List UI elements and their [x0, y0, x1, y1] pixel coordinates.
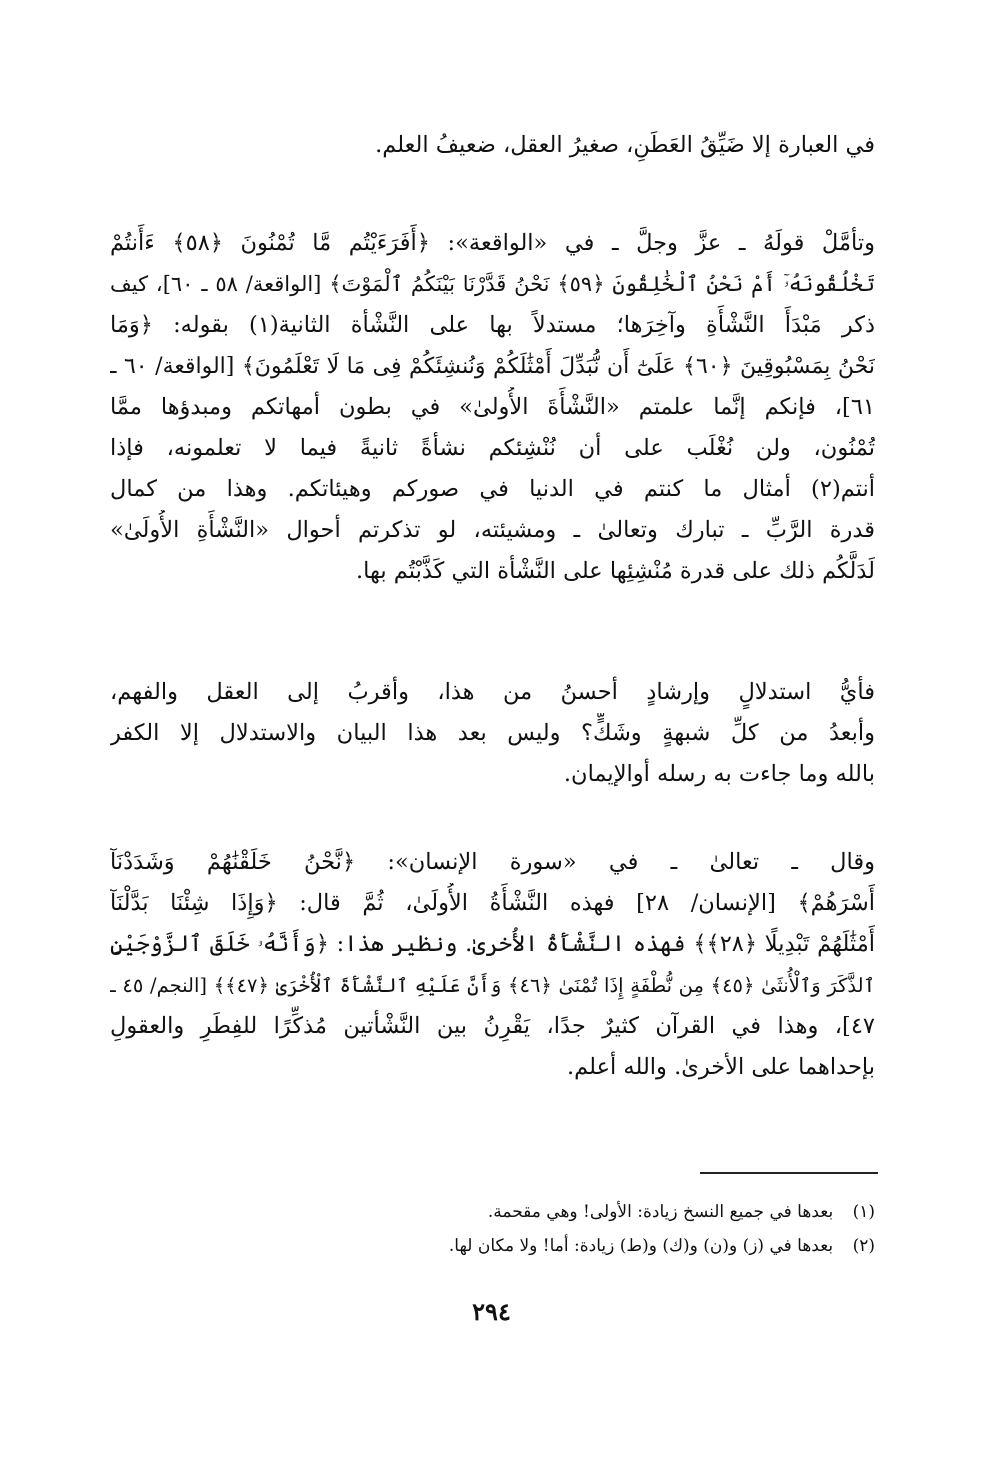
text-line: وأبعدُ من كلِّ شبهةٍ وشَكٍّ؟ وليس بعد هذا البيان والاستدلال إلا الكفر [110, 720, 875, 746]
text-line: ذكر مَبْدَأَ النَّشْأَةِ وآخِرَها؛ مستدلاً بها على النَّشْأة الثانية(١) بقوله: ﴿وَمَا [110, 312, 875, 338]
paragraph-1 [110, 125, 875, 166]
page-number: ٢٩٤ [472, 1297, 511, 1326]
footnote-2 [200, 1229, 875, 1263]
text-line: نَحْنُ بِمَسْبُوقِينَ ﴿٦٠﴾ عَلَىٰٓ أَن نُّبَدِّلَ أَمْثَٰلَكُمْ وَنُنشِئَكُمْ فِى مَا لَا تَعْلَمُونَ﴾ [الواقعة/ ٦٠ ـ [110, 354, 875, 379]
paragraph-3 [110, 672, 875, 795]
footnote-divider [700, 1172, 878, 1174]
footnote-1 [200, 1195, 875, 1229]
footnote-text: بعدها في (ز) و(ن) و(ك) و(ط) زيادة: أما! ولا مكان لها. [448, 1236, 834, 1256]
text-line: أَسْرَهُمْ﴾ [الإنسان/ ٢٨] فهذه النَّشْأَةُ الأُولَىٰ، ثُمَّ قال: ﴿وَإِذَا شِئْنَا بَدَّلْنَآ [110, 890, 875, 916]
text-line: بالله وما جاءت به رسله أوالإيمان. [563, 761, 875, 787]
text-line: تُمْنُون، ولن نُغْلَب على أن نُنْشِئكم نشأةً ثانيةً فيما لا تعلمونه، فإذا [110, 435, 875, 461]
text-line: فأيُّ استدلالٍ وإرشادٍ أحسنُ من هذا، وأقربُ إلى العقل والفهم، [110, 679, 875, 705]
footnote-number: (١) [852, 1202, 875, 1222]
text-line: ٤٧]، وهذا في القرآن كثيرٌ جدًا، يَقْرِنُ بين النَّشْأتين مُذكِّرًا للفِطَرِ والعقولِ [110, 1013, 875, 1039]
text-line: ٦١]، فإنكم إنَّما علمتم «النَّشْأَةَ الأُولىٰ» في بطون أمهاتكم ومبدؤها ممَّا [110, 394, 875, 420]
text-line: ٱلذَّكَرَ وَٱلْأُنثَىٰ ﴿٤٥﴾ مِن نُّطْفَةٍ إِذَا تُمْنَىٰ ﴿٤٦﴾ وَأَنَّ عَلَيْهِ ٱلنَّشْأَةَ ٱلْأُخْرَىٰ ﴿٤٧﴾﴾ [النجم/ ٤٥ ـ [110, 974, 875, 997]
footnotes [200, 1195, 875, 1263]
text-line: أنتم(٢) أمثال ما كنتم في الدنيا في صوركم وهيئاتكم. وهذا من كمال [110, 476, 875, 502]
text-line: وتأمَّلْ قولَهُ ـ عزَّ وجلَّ ـ في «الواقعة»: ﴿أَفَرَءَيْتُم مَّا تُمْنُونَ ﴿٥٨﴾ ءَأَنتُمْ [110, 230, 875, 256]
text-line: أَمْثَٰلَهُمْ تَبْدِيلًا ﴿٢٨﴾﴾ فهذه النَّشْأَةُ الأُخرىٰ. ونظير هذا: ﴿وَأَنَّهُۥ خَلَقَ ٱلزَّوْجَيْنِ [110, 931, 875, 957]
paragraph-4 [110, 842, 875, 1088]
paragraph-2 [110, 223, 875, 592]
text-line: بإحداهما على الأخرىٰ. والله أعلم. [567, 1054, 875, 1080]
footnote-text: بعدها في جميع النسخ زيادة: الأولى! وهي مقحمة. [487, 1202, 834, 1222]
text-line: في العبارة إلا ضَيِّقُ العَطَنِ، صغيرُ العقل، ضعيفُ العلم. [375, 132, 875, 158]
footnote-number: (٢) [852, 1236, 875, 1256]
text-line: قدرة الرَّبِّ ـ تبارك وتعالىٰ ـ ومشيئته، لو تذكرتم أحوال «النَّشْأَةِ الأُولَىٰ» [110, 517, 875, 543]
text-line: تَخْلُقُونَهُۥٓ أَمْ نَحْنُ ٱلْخَٰلِقُونَ ﴿٥٩﴾ نَحْنُ قَدَّرْنَا بَيْنَكُمُ ٱلْمَوْتَ﴾ [الواقعة/ ٥٨ ـ ٦٠]، كيف [110, 272, 875, 296]
text-line: وقال ـ تعالىٰ ـ في «سورة الإنسان»: ﴿نَّحْنُ خَلَقْنَٰهُمْ وَشَدَدْنَآ [110, 849, 875, 875]
text-line: لَدَلَّكُم ذلك على قدرة مُنْشِئِها على النَّشْأة التي كَذَّبْتُم بها. [356, 558, 875, 584]
